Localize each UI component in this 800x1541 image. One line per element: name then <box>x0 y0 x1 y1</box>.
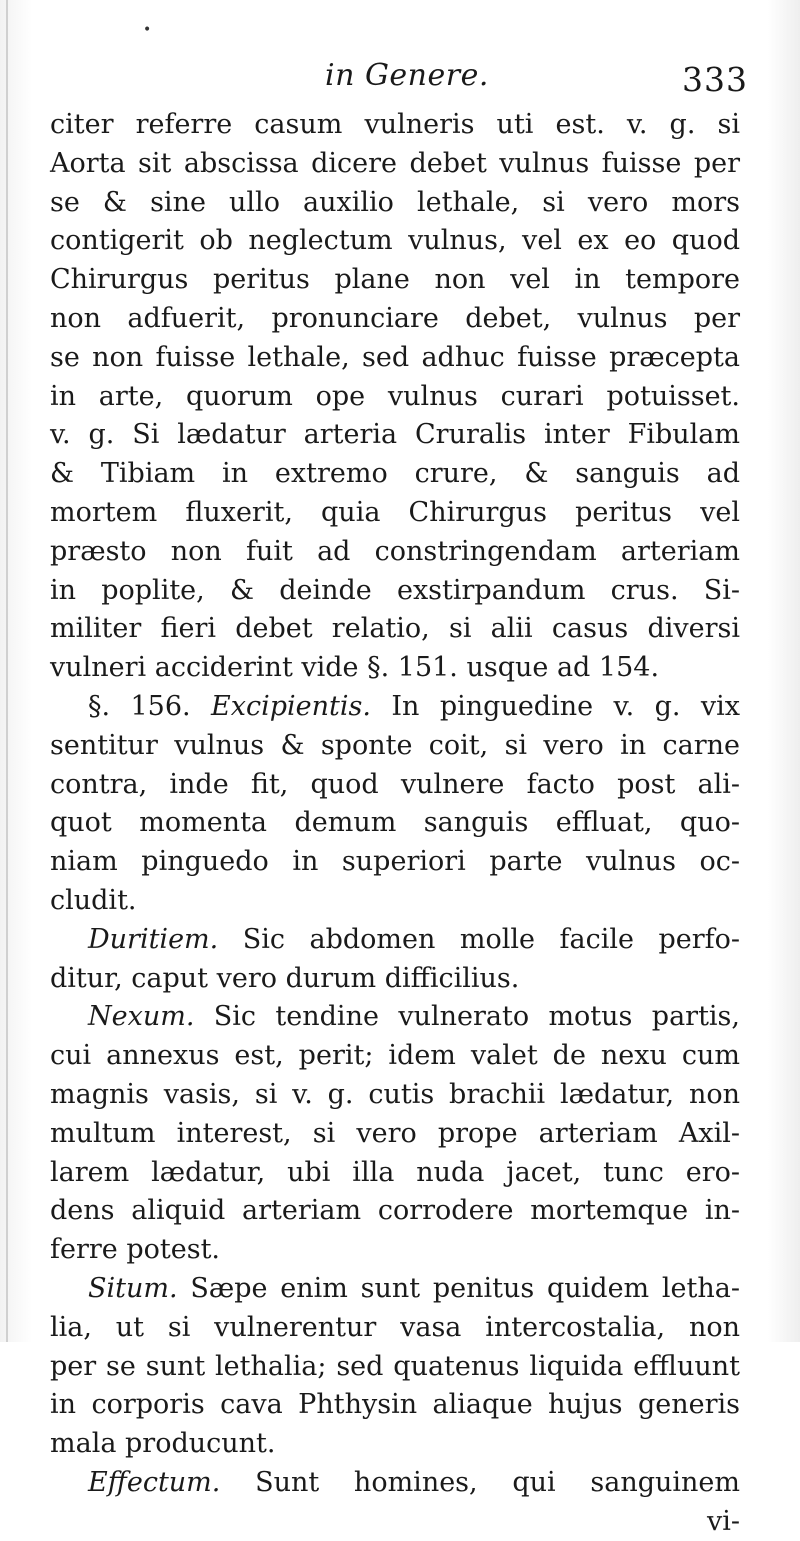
text-line: v. g. Si lædatur arteria Cruralis inter Fibulam <box>50 419 740 451</box>
text-line: Aorta sit abscissa dicere debet vulnus fuisse per <box>50 147 740 179</box>
page-gutter-shadow <box>6 0 8 1342</box>
paragraph-text: Sunt homines, qui sanguinem <box>255 1466 740 1498</box>
paragraph-heading: Nexum. <box>88 1001 195 1033</box>
paragraph-heading: Effectum. <box>88 1466 221 1498</box>
paragraph-text: Sic tendine vulnerato motus partis, <box>213 1001 740 1033</box>
text-line: multum interest, si vero prope arteriam Axil- <box>50 1117 740 1149</box>
text-line: larem lædatur, ubi illa nuda jacet, tunc ero- <box>50 1156 740 1188</box>
text-line: & Tibiam in extremo crure, & sanguis ad <box>50 458 740 490</box>
text-line: dens aliquid arteriam corrodere mortemque in- <box>50 1195 740 1227</box>
paragraph-heading: Situm. <box>88 1272 178 1304</box>
text-line: ferre potest. <box>50 1234 221 1266</box>
text-line: ditur, caput vero durum difficilius. <box>50 962 520 994</box>
text-line: se non fuisse lethale, sed adhuc fuisse præcepta <box>50 341 740 373</box>
text-line: in arte, quorum ope vulnus curari potuisset. <box>50 380 740 412</box>
text-line: cui annexus est, perit; idem valet de nexu cum <box>50 1040 740 1072</box>
running-title: in Genere. <box>325 58 489 93</box>
section-number: §. 156. <box>88 690 191 722</box>
text-line: non adfuerit, pronunciare debet, vulnus per <box>50 302 740 334</box>
text-line: citer referre casum vulneris uti est. v. g. si <box>50 109 740 140</box>
text-line: quot momenta demum sanguis effluat, quo- <box>50 807 740 839</box>
text-line: per se sunt lethalia; sed quatenus liquida effluunt <box>50 1350 740 1382</box>
catchword: vi- <box>706 1505 740 1537</box>
paragraph-heading: Duritiem. <box>88 923 219 955</box>
paragraph-situm-first-line <box>50 1270 740 1309</box>
text-line: in poplite, & deinde exstirpandum crus. Si- <box>50 574 740 606</box>
text-line: niam pinguedo in superiori parte vulnus oc- <box>50 846 740 878</box>
text-line: sentitur vulnus & sponte coit, si vero in carne <box>50 729 740 761</box>
text-line: Chirurgus peritus plane non vel in tempore <box>50 264 740 296</box>
text-line: magnis vasis, si v. g. cutis brachii lædatur, non <box>50 1078 740 1110</box>
text-line: contra, inde fit, quod vulnere facto post ali- <box>50 768 740 800</box>
text-line: se & sine ullo auxilio lethale, si vero mors <box>50 186 740 218</box>
top-mark: • <box>143 22 152 38</box>
paragraph-effectum-first-line <box>50 1464 740 1503</box>
text-line: mortem fluxerit, quia Chirurgus peritus vel <box>50 496 740 528</box>
paragraph-156-first-line <box>50 688 740 727</box>
paragraph-text: In pinguedine v. g. vix <box>391 690 740 722</box>
text-line: militer fieri debet relatio, si alii casus diversi <box>50 613 740 645</box>
paragraph-text: Sæpe enim sunt penitus quidem letha- <box>190 1272 740 1304</box>
paragraph-text: Sic abdomen molle facile perfo- <box>242 923 740 955</box>
text-line: contigerit ob neglectum vulnus, vel ex eo quod <box>50 225 740 257</box>
text-line: præsto non fuit ad constringendam arteriam <box>50 535 740 567</box>
text-line: cludit. <box>50 884 137 916</box>
page-number: 333 <box>682 60 748 99</box>
catchword-line <box>50 1503 740 1541</box>
paragraph-nexum-first-line <box>50 998 740 1037</box>
section-heading: Excipientis. <box>211 690 371 722</box>
paragraph-duritiem-first-line <box>50 921 740 960</box>
text-line: in corporis cava Phthysin aliaque hujus generis <box>50 1389 740 1421</box>
body-text <box>50 106 740 1541</box>
page-header <box>0 58 800 108</box>
text-line: vulneri acciderint vide §. 151. usque ad 154. <box>50 652 660 684</box>
text-line: lia, ut si vulnerentur vasa intercostalia, non <box>50 1311 740 1343</box>
text-line: mala producunt. <box>50 1428 276 1460</box>
